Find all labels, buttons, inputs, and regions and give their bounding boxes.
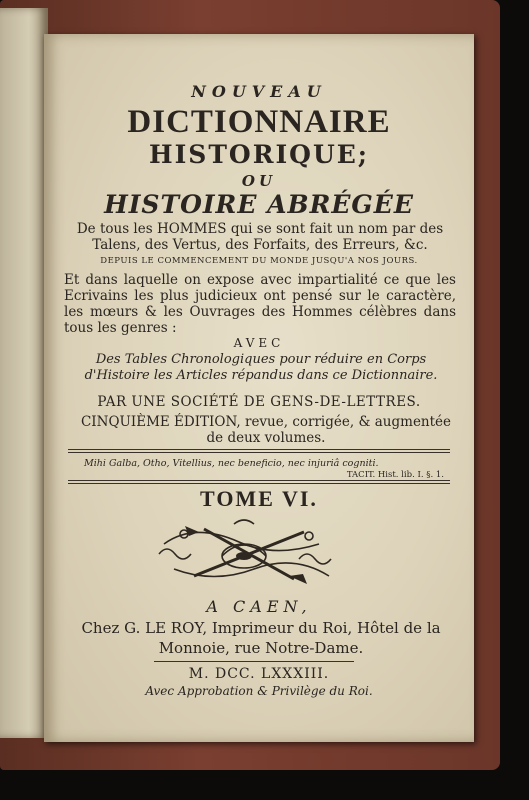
avec-line: AVEC <box>233 336 285 350</box>
date-rule <box>154 661 354 662</box>
place-of-publication: A CAEN, <box>206 597 312 616</box>
bottom-rule <box>68 480 450 481</box>
ornament-vignette-icon <box>144 514 344 594</box>
subtitle-paragraph: De tous les HOMMES qui se sont fait un nom par des Talens, des Vertus, des Forfaits, des Erreurs, &c. <box>76 221 444 253</box>
depuis-line: DEPUIS LE COMMENCEMENT DU MONDE JUSQU'A NOS JOURS. <box>100 256 418 266</box>
tables-line: Des Tables Chronologiques pour réduire en Corps d'Histoire les Articles répandus dans ce Dictionnaire. <box>84 352 438 383</box>
title-page <box>44 34 474 742</box>
title-ou: OU <box>241 172 277 190</box>
title-nouveau: NOUVEAU <box>191 82 327 101</box>
description-paragraph: Et dans laquelle on expose avec impartialité ce que les Ecrivains les plus judicieux ont pensé sur le caractère, les mœurs & les Ouvrages des Hommes célèbres dans tous les genres : <box>64 272 456 336</box>
epigraph: Mihi Galba, Otho, Vitellius, nec beneficio, nec injuriâ cogniti. <box>84 458 379 469</box>
volume-number: TOME VI. <box>200 486 318 511</box>
bottom-rule-thin <box>68 483 450 484</box>
edition-line: CINQUIÈME ÉDITION, revue, corrigée, & augmentée de deux volumes. <box>80 414 452 446</box>
top-rule-thin <box>68 452 450 453</box>
authors-line: PAR UNE SOCIÉTÉ DE GENS-DE-LETTRES. <box>97 394 421 410</box>
facing-page <box>0 8 48 738</box>
printer-line: Chez G. LE ROY, Imprimeur du Roi, Hôtel de la Monnoie, rue Notre-Dame. <box>81 619 441 657</box>
publication-date: M. DCC. LXXXIII. <box>188 666 330 682</box>
title-historique: HISTORIQUE; <box>148 140 370 169</box>
title-histoire-abregee: HISTOIRE ABRÉGÉE <box>104 190 414 219</box>
title-dictionnaire: DICTIONNAIRE <box>127 104 391 140</box>
top-rule <box>68 449 450 450</box>
approbation-line: Avec Approbation & Privilège du Roi. <box>145 684 373 698</box>
epigraph-citation: TACIT. Hist. lib. I. §. 1. <box>346 470 444 480</box>
